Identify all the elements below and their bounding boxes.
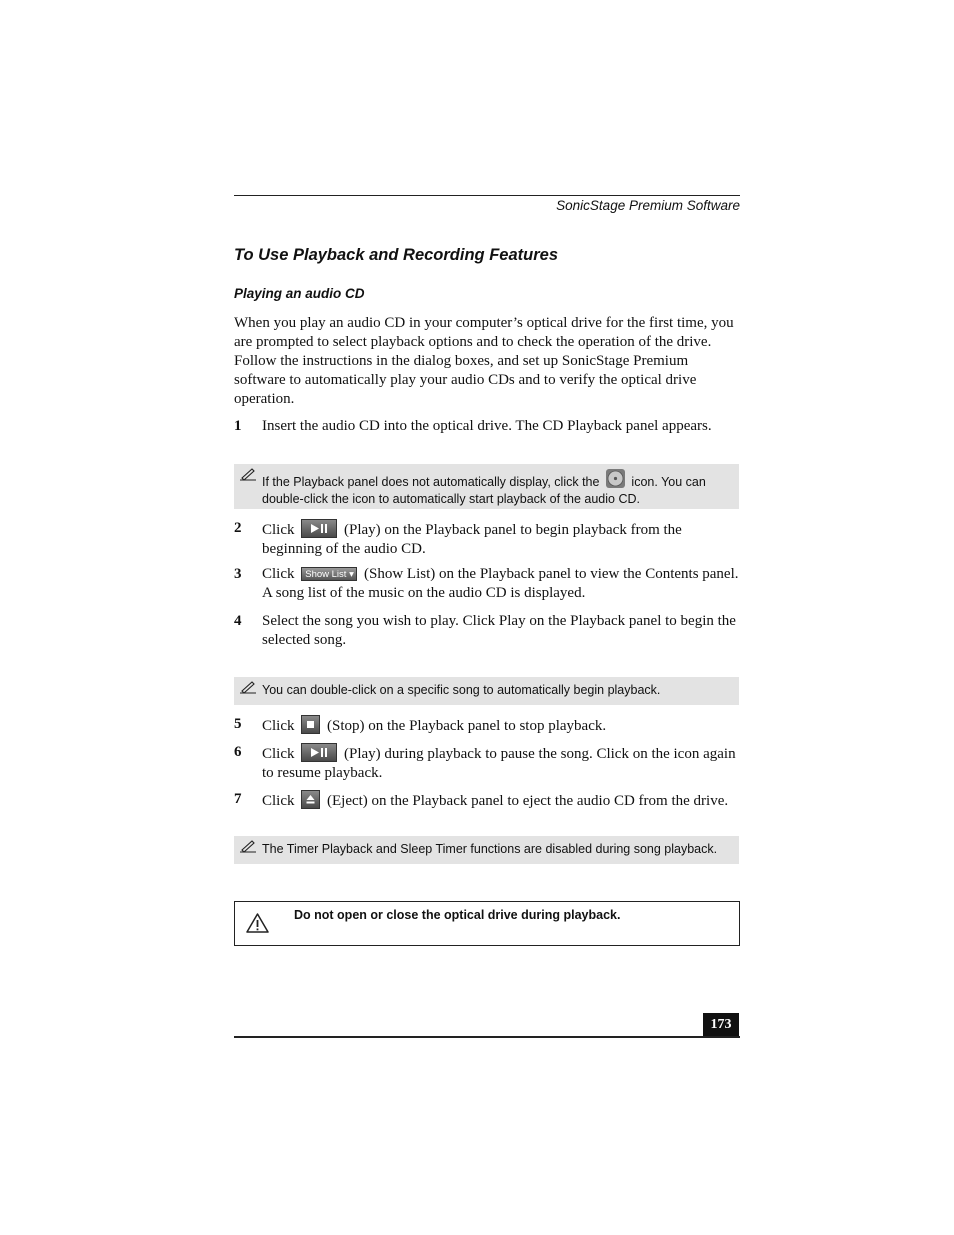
pencil-note-icon [239,839,257,853]
eject-icon [302,791,319,808]
pencil-note-icon [239,680,257,694]
step-number: 4 [234,613,242,629]
cd-icon [606,469,625,488]
footer-rule [234,1036,740,1038]
step-text: (Stop) on the Playback panel to stop playback. [327,718,607,734]
eject-button[interactable] [301,790,320,809]
step-number: 6 [234,744,242,760]
click-label: Click [262,793,295,809]
step-4 [234,612,740,650]
click-label: Click [262,566,295,582]
play-pause-icon [302,744,336,761]
step-5 [234,715,740,736]
step-text: Select the song you wish to play. Click Play on the Playback panel to begin the selected song. [262,613,736,648]
step-text: (Play) on the Playback panel to begin playback from the beginning of the audio CD. [262,522,682,557]
play-pause-button[interactable] [301,743,337,762]
show-list-label: Show List [305,569,347,580]
step-6 [234,743,740,783]
step-text: (Show List) on the Playback panel to view the Contents panel. A song list of the music on the audio CD is displayed. [262,566,739,601]
pencil-note-icon [239,467,257,481]
warning-text: Do not open or close the optical drive during playback. [294,908,621,922]
show-list-button[interactable] [301,567,357,581]
running-header: SonicStage Premium Software [556,198,740,213]
subsection-title: Playing an audio CD [234,286,365,301]
step-number: 7 [234,791,242,807]
step-2 [234,519,740,559]
step-text: Insert the audio CD into the optical drive. The CD Playback panel appears. [262,418,712,434]
section-title: To Use Playback and Recording Features [234,246,558,264]
step-number: 3 [234,566,242,582]
step-number: 1 [234,418,242,434]
note-box [234,836,739,864]
note-text: The Timer Playback and Sleep Timer functions are disabled during song playback. [262,842,718,856]
click-label: Click [262,522,295,538]
step-3 [234,565,740,603]
step-1 [234,417,740,436]
play-pause-button[interactable] [301,519,337,538]
intro-paragraph: When you play an audio CD in your computer’s optical drive for the first time, you are prompted to select playback options and to check the operation of the drive. Follow the instructions in the dialog boxes, and set up SonicStage Premium software to automatically play your audio CDs and to verify the optical drive operation. [234,315,734,407]
header-rule [234,195,740,196]
note-box [234,677,739,705]
step-number: 5 [234,716,242,732]
note-text: You can double-click on a specific song to automatically begin playback. [262,683,661,697]
step-text: (Play) during playback to pause the song. Click on the icon again to resume playback. [262,746,736,781]
warning-box [234,901,740,946]
step-text: (Eject) on the Playback panel to eject the audio CD from the drive. [327,793,729,809]
stop-icon [302,716,319,733]
stop-button[interactable] [301,715,320,734]
step-7 [234,790,740,811]
step-number: 2 [234,520,242,536]
note-box [234,464,739,509]
note-text: If the Playback panel does not automatically display, click the [262,475,600,489]
click-label: Click [262,718,295,734]
note-text: icon. You can double-click the icon to automatically start playback of the audio CD. [262,475,706,506]
play-pause-icon [302,520,336,537]
warning-icon [245,912,270,934]
chevron-down-icon: ▾ [349,569,354,580]
click-label: Click [262,746,295,762]
page-number: 173 [703,1013,739,1037]
